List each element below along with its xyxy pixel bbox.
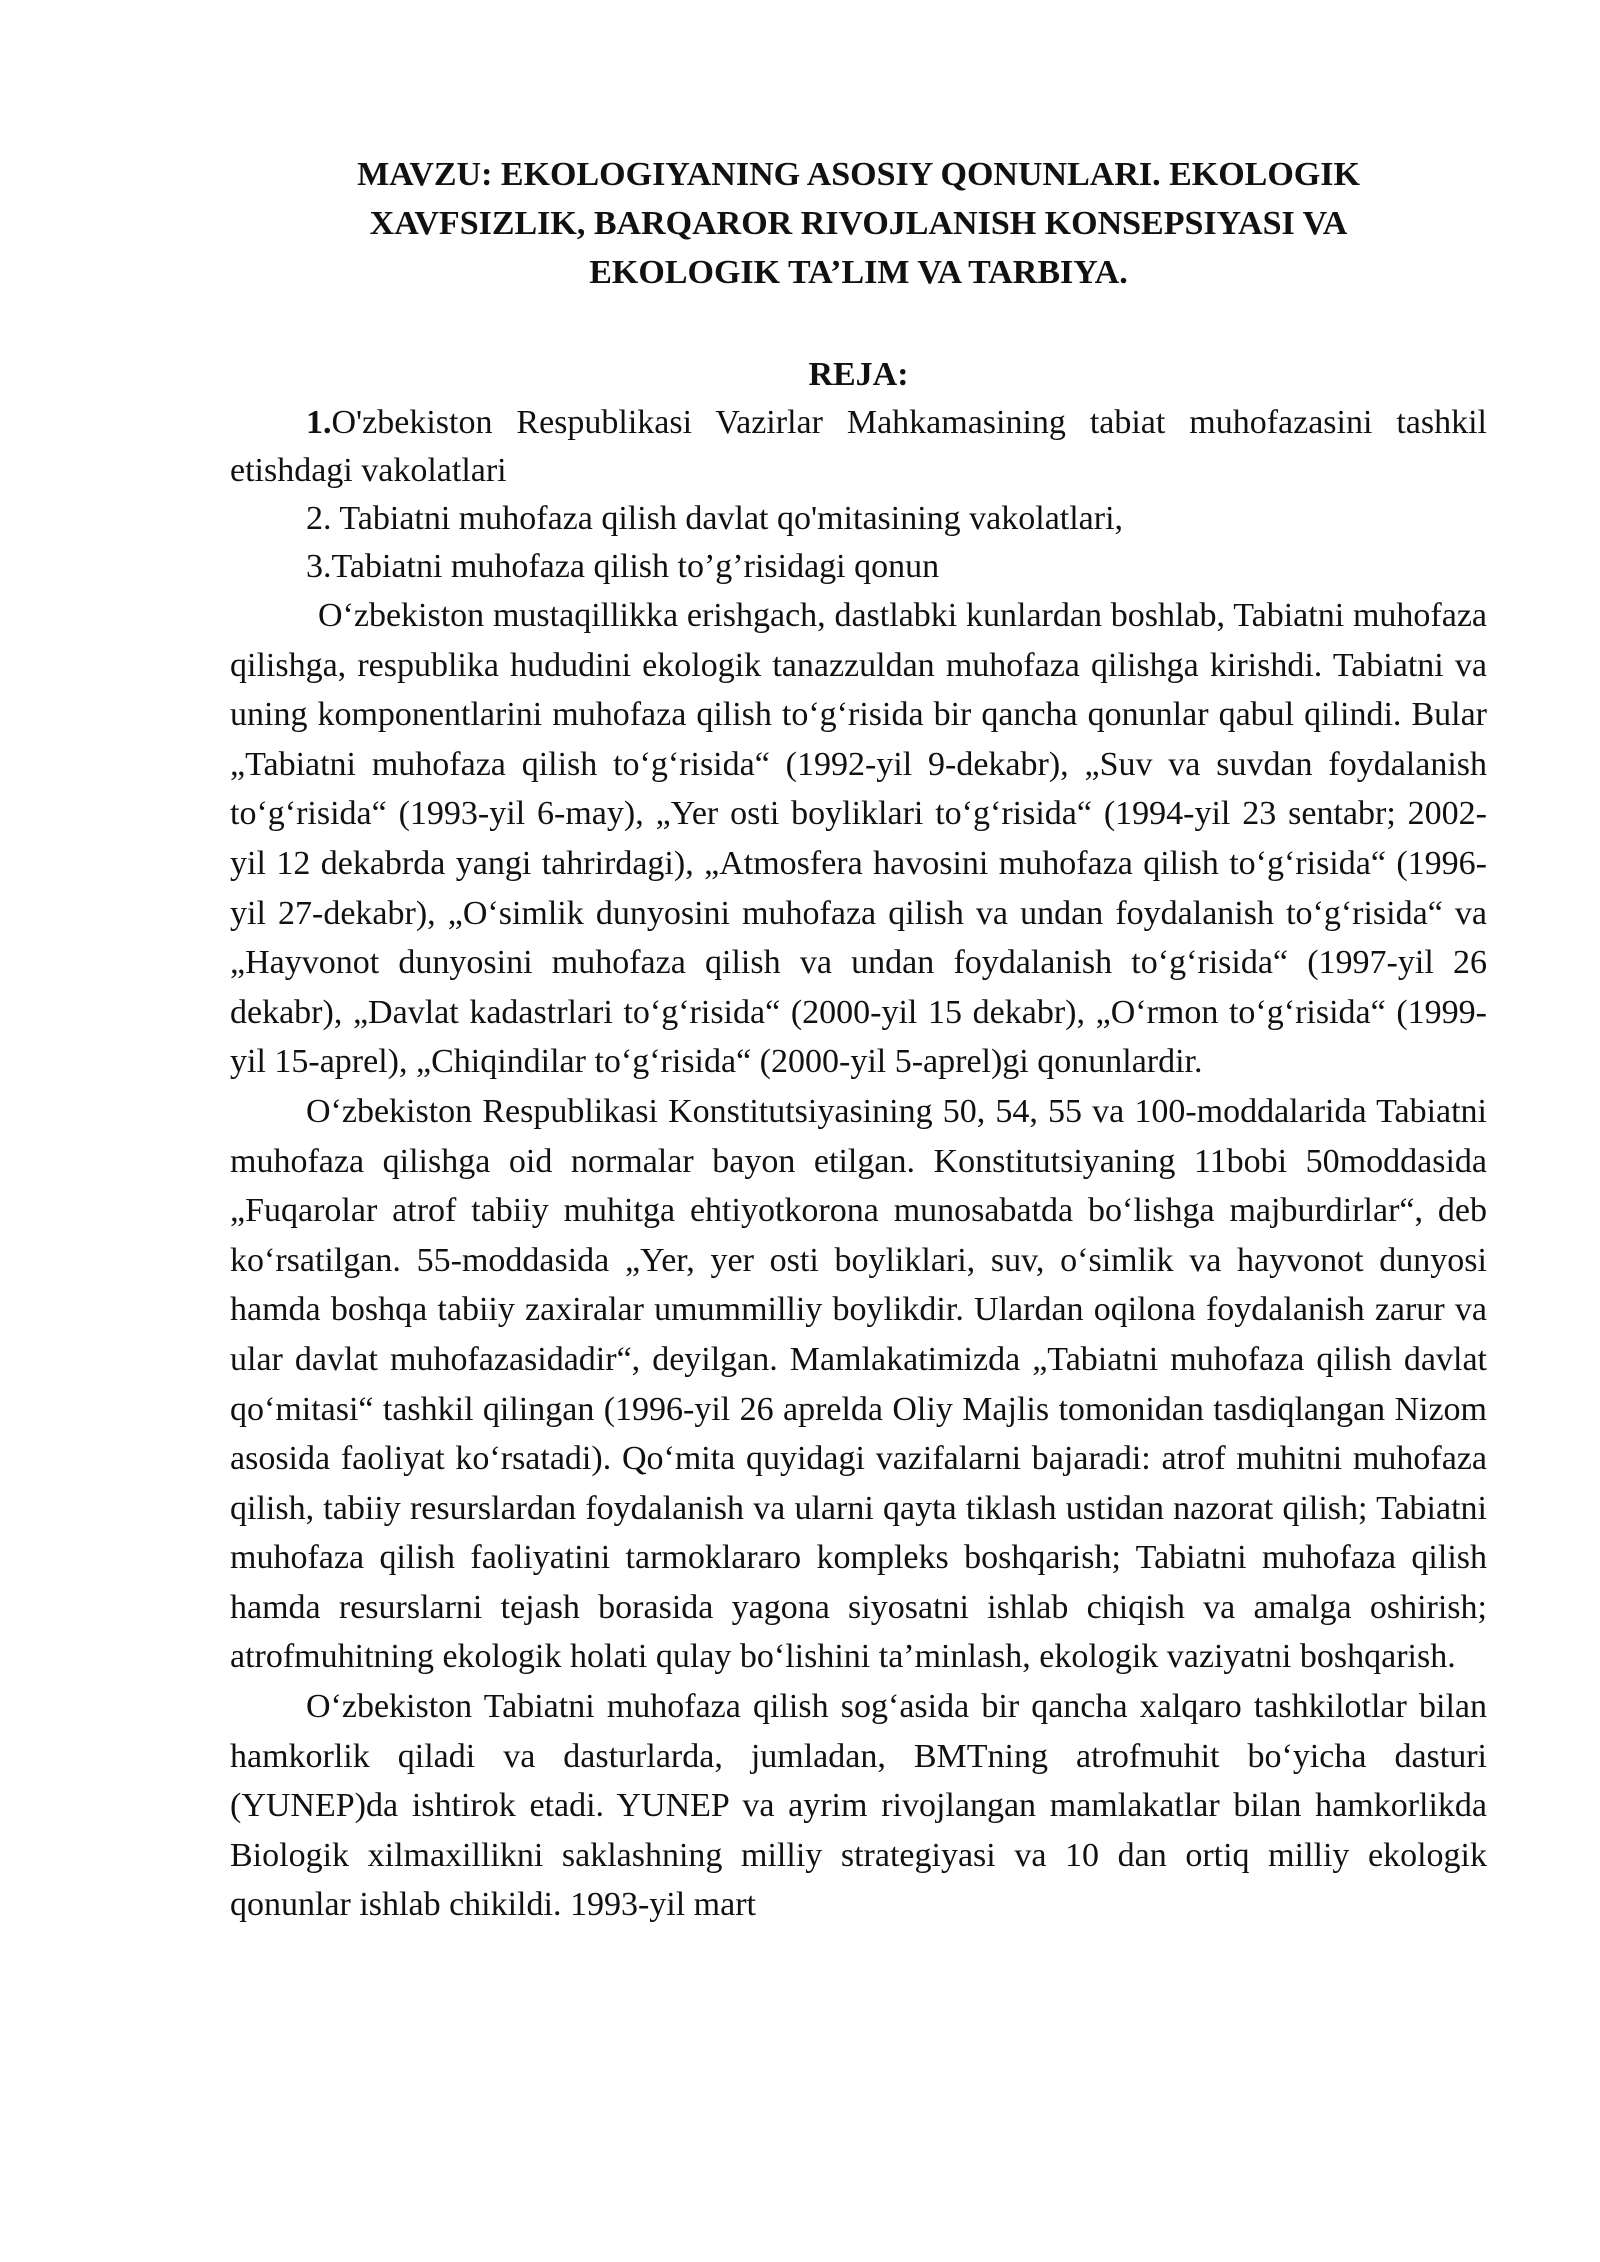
title-line: EKOLOGIK TA’LIM VA TARBIYA.	[589, 254, 1128, 291]
plan-item-text: 3.Tabiatni muhofaza qilish to’g’risidagi qonun	[306, 548, 940, 585]
plan-item-text: 2. Tabiatni muhofaza qilish davlat qo'mitasining vakolatlari,	[306, 500, 1124, 537]
document-title	[230, 150, 1487, 297]
body-paragraph: O‘zbekiston Tabiatni muhofaza qilish sog‘asida bir qancha xalqaro tashkilotlar bilan hamkorlik qiladi va dasturlarda, jumladan, BMTning atrofmuhit bo‘yicha dasturi (YUNEP)da ishtirok etadi. YUNEP va ayrim rivojlangan mamlakatlar bilan hamkorlikda Biologik xilmaxillikni saklashning milliy strategiyasi va 10 dan ortiq milliy ekologik qonunlar ishlab chikildi. 1993-yil mart	[230, 1688, 1487, 1924]
body-paragraph: O‘zbekiston mustaqillikka erishgach, dastlabki kunlardan boshlab, Tabiatni muhofaza qilishga, respublika hududini ekologik tanazzuldan muhofaza qilishga kirishdi. Tabiatni va uning komponentlarini muhofaza qilish to‘g‘risida bir qancha qonunlar qabul qilindi. Bular „Tabiatni muhofaza qilish to‘g‘risida“ (1992-yil 9-dekabr), „Suv va suvdan foydalanish to‘g‘risida“ (1993-yil 6-may), „Yer osti boyliklari to‘g‘risida“ (1994-yil 23 sentabr; 2002-yil 12 dekabrda yangi tahrirdagi), „Atmosfera havosini muhofaza qilish to‘g‘risida“ (1996-yil 27-dekabr), „O‘simlik dunyosini muhofaza qilish va undan foydalanish to‘g‘risida“ va „Hayvonot dunyosini muhofaza qilish va undan foydalanish to‘g‘risida“ (1997-yil 26 dekabr), „Davlat kadastrlari to‘g‘risida“ (2000-yil 15 dekabr), „O‘rmon to‘g‘risida“ (1999-yil 15-aprel), „Chiqindilar to‘g‘risida“ (2000-yil 5-aprel)gi qonunlardir.	[230, 597, 1487, 1081]
plan-item	[230, 543, 1487, 591]
plan-item-number: 1.	[306, 404, 332, 441]
plan-heading: REJA:	[808, 356, 909, 393]
plan-item	[230, 399, 1487, 495]
plan-list	[230, 399, 1487, 591]
title-line: MAVZU: EKOLOGIYANING ASOSIY QONUNLARI. EKOLOGIK	[357, 156, 1360, 193]
body-paragraph: O‘zbekiston Respublikasi Konstitutsiyasining 50, 54, 55 va 100-moddalarida Tabiatni muhofaza qilishga oid normalar bayon etilgan. Konstitutsiyaning 11bobi 50moddasida „Fuqarolar atrof tabiiy muhitga ehtiyotkorona munosabatda bo‘lishga majburdirlar“, deb ko‘rsatilgan. 55-moddasida „Yer, yer osti boyliklari, suv, o‘simlik va hayvonot dunyosi hamda boshqa tabiiy zaxiralar umummilliy boylikdir. Ulardan oqilona foydalanish zarur va ular davlat muhofazasidadir“, deyilgan. Mamlakatimizda „Tabiatni muhofaza qilish davlat qo‘mitasi“ tashkil qilingan (1996-yil 26 aprelda Oliy Majlis tomonidan tasdiqlangan Nizom asosida faoliyat ko‘rsatadi). Qo‘mita quyidagi vazifalarni bajaradi: atrof muhitni muhofaza qilish, tabiiy resurslardan foydalanish va ularni qayta tiklash ustidan nazorat qilish; Tabiatni muhofaza qilish faoliyatini tarmoklararo kompleks boshqarish; Tabiatni muhofaza qilish hamda resurslarni tejash borasida yagona siyosatni ishlab chiqish va amalga oshirish; atrofmuhitning ekologik holati qulay bo‘lishini ta’minlash, ekologik vaziyatni boshqarish.	[230, 1092, 1487, 1676]
plan-item	[230, 495, 1487, 543]
plan-item-text: O'zbekiston Respublikasi Vazirlar Mahkamasining tabiat muhofazasini tashkil etishdagi vakolatlari	[230, 404, 1487, 489]
document-page	[230, 150, 1487, 1930]
title-line: XAVFSIZLIK, BARQAROR RIVOJLANISH KONSEPSIYASI VA	[369, 205, 1348, 242]
